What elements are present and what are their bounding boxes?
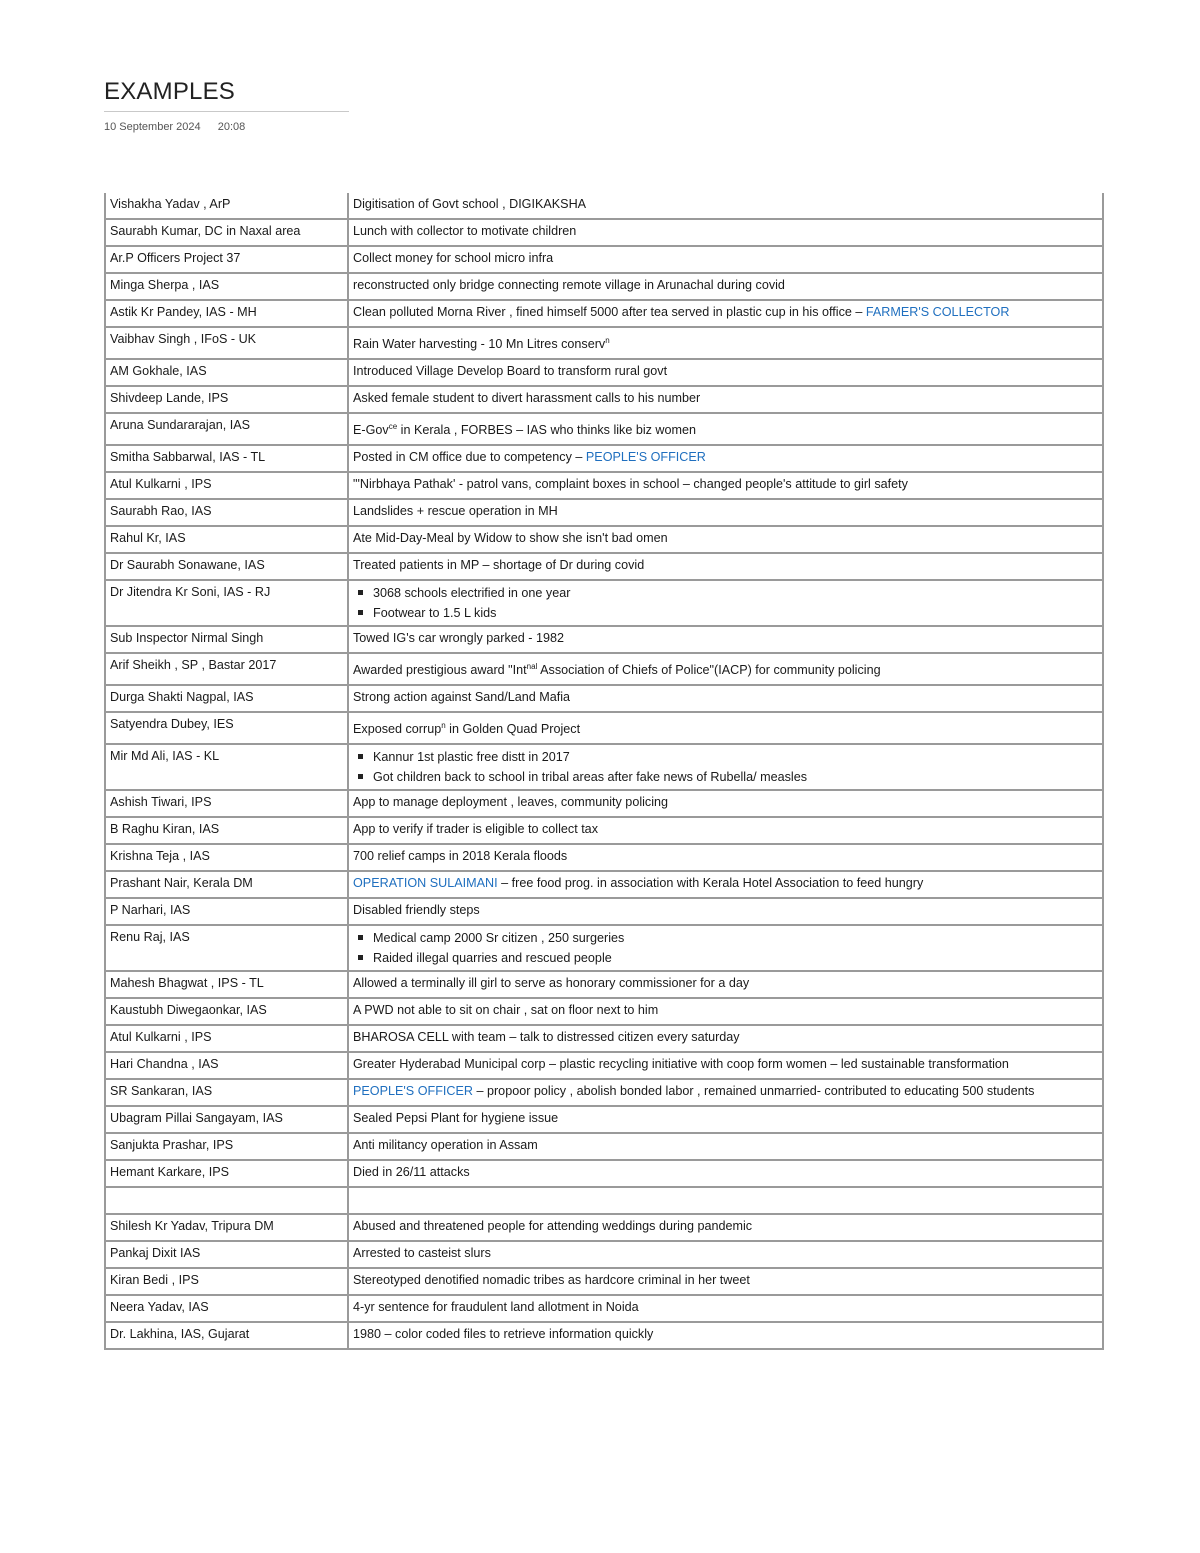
achievement-text: Posted in CM office due to competency – xyxy=(353,450,586,464)
achievement-text: – propoor policy , abolish bonded labor , remained unmarried- contributed to educating 500 students xyxy=(472,1084,1035,1098)
achievement-cell xyxy=(348,1079,1103,1106)
officer-name-cell: Aruna Sundararajan, IAS xyxy=(105,413,348,445)
achievement-cell xyxy=(348,790,1103,817)
officer-name-cell: Vishakha Yadav , ArP xyxy=(105,193,348,219)
achievement-text: 4-yr sentence for fraudulent land allotment in Noida xyxy=(353,1300,639,1314)
achievement-text: Digitisation of Govt school , DIGIKAKSHA xyxy=(353,197,587,211)
officer-name-cell: Kaustubh Diwegaonkar, IAS xyxy=(105,998,348,1025)
achievement-cell xyxy=(348,1187,1103,1214)
table-row xyxy=(105,1241,1103,1268)
table-row xyxy=(105,1322,1103,1349)
achievement-cell xyxy=(348,1322,1103,1349)
highlight-label: PEOPLE'S OFFICER xyxy=(585,450,706,464)
achievement-text: Landslides + rescue operation in MH xyxy=(353,504,558,518)
achievement-text: in Golden Quad Project xyxy=(445,722,581,736)
title-divider xyxy=(104,111,349,112)
table-row xyxy=(105,1133,1103,1160)
officer-name-cell: Hemant Karkare, IPS xyxy=(105,1160,348,1187)
table-row xyxy=(105,1079,1103,1106)
achievement-text: Stereotyped denotified nomadic tribes as hardcore criminal in her tweet xyxy=(353,1273,750,1287)
officer-name-cell: Durga Shakti Nagpal, IAS xyxy=(105,685,348,712)
achievement-cell xyxy=(348,871,1103,898)
achievement-text: App to manage deployment , leaves, community policing xyxy=(353,795,669,809)
achievement-cell xyxy=(348,273,1103,300)
achievement-cell xyxy=(348,1160,1103,1187)
table-row xyxy=(105,499,1103,526)
achievement-cell xyxy=(348,246,1103,273)
officer-name-cell: Astik Kr Pandey, IAS - MH xyxy=(105,300,348,327)
officer-name-cell: Sanjukta Prashar, IPS xyxy=(105,1133,348,1160)
table-row xyxy=(105,871,1103,898)
officer-name-cell: Krishna Teja , IAS xyxy=(105,844,348,871)
officer-name-cell: Ar.P Officers Project 37 xyxy=(105,246,348,273)
achievement-text: Died in 26/11 attacks xyxy=(353,1165,470,1179)
list-item: 3068 schools electrified in one year xyxy=(353,583,1098,603)
table-row xyxy=(105,1052,1103,1079)
list-item: Raided illegal quarries and rescued people xyxy=(353,948,1098,968)
officer-name-cell: Hari Chandna , IAS xyxy=(105,1052,348,1079)
table-row xyxy=(105,580,1103,626)
achievement-text: 700 relief camps in 2018 Kerala floods xyxy=(353,849,568,863)
achievement-text: E-Gov xyxy=(353,423,389,437)
table-row xyxy=(105,653,1103,685)
table-row xyxy=(105,219,1103,246)
achievement-list xyxy=(353,747,1098,787)
superscript: n xyxy=(605,335,610,345)
achievement-text: Allowed a terminally ill girl to serve as honorary commissioner for a day xyxy=(353,976,750,990)
table-row xyxy=(105,1106,1103,1133)
achievement-text: Towed IG's car wrongly parked - 1982 xyxy=(353,631,564,645)
table-row xyxy=(105,998,1103,1025)
table-row xyxy=(105,1025,1103,1052)
officer-name-cell: Ubagram Pillai Sangayam, IAS xyxy=(105,1106,348,1133)
achievement-cell xyxy=(348,1052,1103,1079)
officer-name-cell: Rahul Kr, IAS xyxy=(105,526,348,553)
achievement-text: reconstructed only bridge connecting remote village in Arunachal during covid xyxy=(353,278,785,292)
table-row xyxy=(105,472,1103,499)
officer-name-cell: Shivdeep Lande, IPS xyxy=(105,386,348,413)
officer-name-cell: Dr Jitendra Kr Soni, IAS - RJ xyxy=(105,580,348,626)
officer-name-cell: Atul Kulkarni , IPS xyxy=(105,1025,348,1052)
achievement-text: Clean polluted Morna River , fined himself 5000 after tea served in plastic cup in his office – xyxy=(353,305,866,319)
table-row xyxy=(105,359,1103,386)
officer-name-cell: Shilesh Kr Yadav, Tripura DM xyxy=(105,1214,348,1241)
officer-name-cell: Atul Kulkarni , IPS xyxy=(105,472,348,499)
list-item: Medical camp 2000 Sr citizen , 250 surgeries xyxy=(353,928,1098,948)
table-row xyxy=(105,273,1103,300)
achievement-cell xyxy=(348,386,1103,413)
achievement-cell xyxy=(348,499,1103,526)
page-date: 10 September 2024 xyxy=(104,121,201,133)
officer-name-cell: Saurabh Rao, IAS xyxy=(105,499,348,526)
achievement-text: Abused and threatened people for attending weddings during pandemic xyxy=(353,1219,753,1233)
officer-name-cell: Neera Yadav, IAS xyxy=(105,1295,348,1322)
achievement-list xyxy=(353,583,1098,623)
officer-name-cell: Dr Saurabh Sonawane, IAS xyxy=(105,553,348,580)
officer-name-cell: Mahesh Bhagwat , IPS - TL xyxy=(105,971,348,998)
list-item: Footwear to 1.5 L kids xyxy=(353,603,1098,623)
achievement-text: Introduced Village Develop Board to transform rural govt xyxy=(353,364,668,378)
achievement-cell xyxy=(348,653,1103,685)
officer-name-cell: Smitha Sabbarwal, IAS - TL xyxy=(105,445,348,472)
officer-name-cell: Vaibhav Singh , IFoS - UK xyxy=(105,327,348,359)
achievement-text: 1980 – color coded files to retrieve information quickly xyxy=(353,1327,654,1341)
page-title: EXAMPLES xyxy=(104,78,235,105)
achievement-text: App to verify if trader is eligible to collect tax xyxy=(353,822,598,836)
achievement-cell xyxy=(348,925,1103,971)
table-row xyxy=(105,1160,1103,1187)
achievement-text: Arrested to casteist slurs xyxy=(353,1246,491,1260)
officer-name-cell: SR Sankaran, IAS xyxy=(105,1079,348,1106)
officer-name-cell: P Narhari, IAS xyxy=(105,898,348,925)
achievement-text: Collect money for school micro infra xyxy=(353,251,554,265)
officer-name-cell: Pankaj Dixit IAS xyxy=(105,1241,348,1268)
achievement-cell xyxy=(348,685,1103,712)
page-time: 20:08 xyxy=(217,121,246,133)
achievement-cell xyxy=(348,1106,1103,1133)
table-row xyxy=(105,971,1103,998)
achievement-cell xyxy=(348,1133,1103,1160)
achievement-cell xyxy=(348,712,1103,744)
achievement-cell xyxy=(348,817,1103,844)
achievement-text: A PWD not able to sit on chair , sat on floor next to him xyxy=(353,1003,659,1017)
table-row xyxy=(105,626,1103,653)
table-row xyxy=(105,1214,1103,1241)
achievement-cell xyxy=(348,472,1103,499)
officer-name-cell: AM Gokhale, IAS xyxy=(105,359,348,386)
table-row xyxy=(105,300,1103,327)
achievement-cell xyxy=(348,359,1103,386)
table-row xyxy=(105,193,1103,219)
table-row xyxy=(105,685,1103,712)
table-row xyxy=(105,526,1103,553)
officer-name-cell: Ashish Tiwari, IPS xyxy=(105,790,348,817)
achievement-cell xyxy=(348,844,1103,871)
table-row xyxy=(105,712,1103,744)
table-row xyxy=(105,1295,1103,1322)
officer-name-cell: Kiran Bedi , IPS xyxy=(105,1268,348,1295)
achievement-text: Awarded prestigious award "Int xyxy=(353,663,527,677)
achievement-text: Association of Chiefs of Police"(IACP) for community policing xyxy=(537,663,881,677)
achievement-cell xyxy=(348,445,1103,472)
achievement-text: Disabled friendly steps xyxy=(353,903,480,917)
officer-name-cell: Satyendra Dubey, IES xyxy=(105,712,348,744)
officer-name-cell: Mir Md Ali, IAS - KL xyxy=(105,744,348,790)
achievement-text: "'Nirbhaya Pathak' - patrol vans, complaint boxes in school – changed people's attitude to girl safety xyxy=(353,477,908,491)
achievement-text: Sealed Pepsi Plant for hygiene issue xyxy=(353,1111,559,1125)
achievement-cell xyxy=(348,219,1103,246)
highlight-label: PEOPLE'S OFFICER xyxy=(353,1084,473,1098)
highlight-label: FARMER'S COLLECTOR xyxy=(865,305,1010,319)
examples-table xyxy=(104,193,1104,1350)
table-row xyxy=(105,925,1103,971)
superscript: ce xyxy=(388,421,398,431)
table-row xyxy=(105,744,1103,790)
achievement-text: BHAROSA CELL with team – talk to distressed citizen every saturday xyxy=(353,1030,740,1044)
achievement-text: Strong action against Sand/Land Mafia xyxy=(353,690,571,704)
achievement-cell xyxy=(348,971,1103,998)
officer-name-cell: B Raghu Kiran, IAS xyxy=(105,817,348,844)
table-row xyxy=(105,844,1103,871)
achievement-text: Asked female student to divert harassment calls to his number xyxy=(353,391,701,405)
achievement-text: Anti militancy operation in Assam xyxy=(353,1138,538,1152)
table-row xyxy=(105,1187,1103,1214)
achievement-text: Greater Hyderabad Municipal corp – plastic recycling initiative with coop form women – led sustainable transformation xyxy=(353,1057,1009,1071)
achievement-text: Ate Mid-Day-Meal by Widow to show she isn't bad omen xyxy=(353,531,668,545)
officer-name-cell: Sub Inspector Nirmal Singh xyxy=(105,626,348,653)
officer-name-cell: Minga Sherpa , IAS xyxy=(105,273,348,300)
officer-name-cell: Saurabh Kumar, DC in Naxal area xyxy=(105,219,348,246)
officer-name-cell xyxy=(105,1187,348,1214)
table-row xyxy=(105,386,1103,413)
achievement-cell xyxy=(348,744,1103,790)
achievement-text: Rain Water harvesting - 10 Mn Litres conserv xyxy=(353,337,606,351)
achievement-cell xyxy=(348,998,1103,1025)
achievement-cell xyxy=(348,526,1103,553)
achievement-cell xyxy=(348,580,1103,626)
achievement-cell xyxy=(348,553,1103,580)
list-item: Kannur 1st plastic free distt in 2017 xyxy=(353,747,1098,767)
officer-name-cell: Prashant Nair, Kerala DM xyxy=(105,871,348,898)
officer-name-cell: Renu Raj, IAS xyxy=(105,925,348,971)
table-row xyxy=(105,413,1103,445)
achievement-cell xyxy=(348,1295,1103,1322)
achievement-cell xyxy=(348,193,1103,219)
table-row xyxy=(105,246,1103,273)
superscript: nal xyxy=(526,661,538,671)
table-row xyxy=(105,1268,1103,1295)
achievement-cell xyxy=(348,300,1103,327)
officer-name-cell: Dr. Lakhina, IAS, Gujarat xyxy=(105,1322,348,1349)
table-row xyxy=(105,327,1103,359)
achievement-cell xyxy=(348,1268,1103,1295)
table-row xyxy=(105,445,1103,472)
achievement-list xyxy=(353,928,1098,968)
table-row xyxy=(105,898,1103,925)
page-timestamp xyxy=(104,121,245,133)
superscript: n xyxy=(441,720,446,730)
achievement-cell xyxy=(348,1025,1103,1052)
table-row xyxy=(105,553,1103,580)
achievement-text: Treated patients in MP – shortage of Dr during covid xyxy=(353,558,645,572)
achievement-cell xyxy=(348,413,1103,445)
achievement-cell xyxy=(348,1241,1103,1268)
highlight-label: OPERATION SULAIMANI xyxy=(353,876,498,890)
achievement-text: – free food prog. in association with Kerala Hotel Association to feed hungry xyxy=(497,876,924,890)
achievement-text: Lunch with collector to motivate children xyxy=(353,224,577,238)
table-row xyxy=(105,790,1103,817)
achievement-text: in Kerala , FORBES – IAS who thinks like biz women xyxy=(397,423,697,437)
achievement-cell xyxy=(348,898,1103,925)
table-row xyxy=(105,817,1103,844)
achievement-cell xyxy=(348,626,1103,653)
achievement-text: Exposed corrup xyxy=(353,722,442,736)
list-item: Got children back to school in tribal areas after fake news of Rubella/ measles xyxy=(353,767,1098,787)
achievement-cell xyxy=(348,1214,1103,1241)
officer-name-cell: Arif Sheikh , SP , Bastar 2017 xyxy=(105,653,348,685)
achievement-cell xyxy=(348,327,1103,359)
